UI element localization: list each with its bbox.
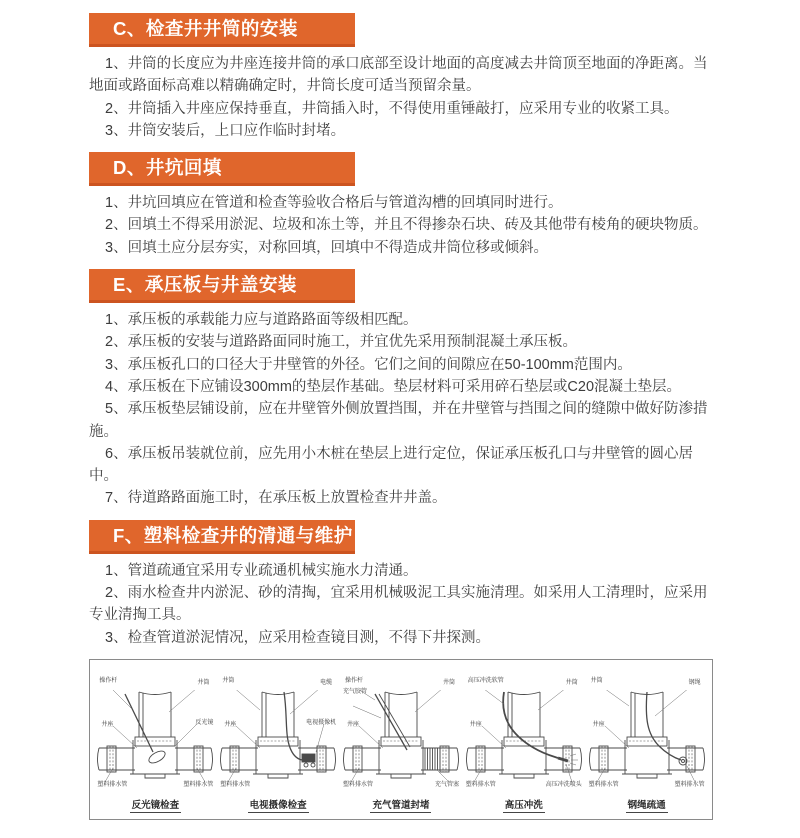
list-item: 1、承压板的承载能力应与道路路面等级相匹配。 (105, 312, 418, 329)
diagram-label: 操作杆 (99, 677, 118, 684)
diagram-caption: 电视摄像检查 (249, 799, 307, 811)
diagram-label: 井座 (224, 721, 237, 728)
list-item: 6、承压板吊装就位前，应先用小木桩在垫层上进行定位，保证承压板孔口与井壁管的圆心居中。 (89, 445, 694, 485)
section-pit-backfill (89, 152, 712, 259)
list-item: 1、管道疏通宜采用专业疏通机械实施水力清通。 (105, 562, 418, 579)
diagram-label: 井筒 (197, 679, 210, 686)
section-title: F、塑料检查井的清通与维护 (113, 524, 353, 546)
list-item: 2、雨水检查井内淤泥、砂的清掏，宜采用机械吸泥工具实施清理。如采用人工清理时，应采用专业清掏工具。 (89, 585, 708, 624)
diagram-mirror-inspection (97, 678, 213, 814)
list-item: 3、承压板孔口的口径大于井壁管的外径。它们之间的间隙应在50-100mm范围内。 (105, 356, 632, 373)
section-title: C、检查井井筒的安装 (113, 18, 298, 39)
well-cross-section-drawing (466, 690, 582, 786)
diagram-label: 塑料排水管 (588, 781, 619, 788)
diagram-label: 塑料排水管 (97, 781, 128, 788)
diagram-inflatable-plugging (343, 678, 459, 814)
diagram-label: 钢绳 (688, 679, 701, 686)
list-item: 2、回填土不得采用淤泥、垃圾和冻土等，并且不得掺杂石块、砖及其他带有棱角的硬块物质。 (105, 217, 708, 234)
diagram-label: 井座 (346, 721, 359, 728)
section-body (89, 309, 712, 510)
diagram-caption: 钢绳疏通 (627, 799, 666, 811)
section-shaft-installation (89, 13, 712, 142)
section-cleaning-maintenance (89, 520, 712, 649)
well-cross-section-drawing (589, 690, 705, 786)
diagram-caption: 充气管道封堵 (372, 799, 430, 811)
list-item: 4、承压板在下应铺设300mm的垫层作基础。垫层材料可采用碎石垫层或C20混凝土垫层。 (105, 378, 682, 395)
figure-box (89, 659, 713, 820)
well-cross-section-drawing (343, 690, 459, 786)
diagram-label: 塑料排水管 (674, 781, 705, 788)
section-bearing-plate-cover (89, 269, 712, 510)
list-item: 3、检查管道淤泥情况，应采用检查镜目测，不得下井探测。 (105, 629, 491, 646)
diagram-high-pressure-flushing (466, 678, 582, 814)
diagram-caption: 高压冲洗 (504, 799, 543, 811)
section-header (89, 269, 355, 303)
diagram-label: 井筒 (565, 679, 578, 686)
section-title: E、承压板与井盖安装 (113, 274, 297, 296)
diagram-label: 塑料排水管 (220, 781, 251, 788)
diagram-label: 塑料排水管 (342, 781, 373, 788)
list-item: 1、井筒的长度应为井座连接井筒的承口底部至设计地面的高度减去井筒顶至地面的净距离。当地面或路面标高难以精确确定时，井筒长度可适当预留余量。 (89, 56, 708, 95)
section-body (89, 560, 712, 649)
list-item: 5、承压板垫层铺设前，应在井壁管外侧放置挡围，并在井壁管与挡围之间的缝隙中做好防渗措施。 (89, 401, 708, 440)
well-cross-section-drawing (97, 690, 213, 786)
section-header (89, 152, 355, 186)
diagram-label: 塑料排水管 (465, 781, 496, 788)
diagram-label: 高压冲洗软管 (467, 677, 504, 684)
diagram-label: 反光镜 (195, 719, 214, 726)
list-item: 3、井筒安装后，上口应作临时封堵。 (105, 122, 346, 139)
diagram-label: 充气管塞 (434, 781, 459, 788)
diagram-label: 操作杆 (344, 677, 363, 684)
well-cross-section-drawing (220, 690, 336, 786)
diagram-label: 井筒 (222, 677, 235, 684)
diagram-label: 井座 (101, 721, 114, 728)
list-item: 1、井坑回填应在管道和检查等验收合格后与管道沟槽的回填同时进行。 (105, 195, 563, 212)
diagram-label: 井筒 (590, 677, 603, 684)
diagram-label: 井座 (592, 721, 605, 728)
section-title: D、井坑回填 (113, 157, 222, 179)
section-body (89, 53, 712, 142)
list-item: 7、待道路路面施工时，在承压板上放置检查井井盖。 (105, 490, 447, 507)
diagram-label: 充气胶管 (342, 688, 367, 695)
diagram-label: 井座 (469, 721, 482, 728)
diagram-tv-camera-inspection (220, 678, 336, 814)
list-item: 2、井筒插入井座应保持垂直，井筒插入时，不得使用重锤敲打，应采用专业的收紧工具。 (105, 100, 679, 117)
section-header (89, 13, 355, 47)
diagram-steel-rope-dredging (589, 678, 705, 814)
section-body (89, 192, 712, 259)
section-header (89, 520, 355, 554)
list-item: 3、回填土应分层夯实，对称回填，回填中不得造成井筒位移或倾斜。 (105, 239, 549, 256)
list-item: 2、承压板的安装与道路路面同时施工，并宜优先采用预制混凝土承压板。 (105, 334, 578, 351)
diagram-label: 电视摄像机 (306, 719, 337, 726)
diagram-label: 井筒 (442, 679, 455, 686)
diagram-label: 塑料排水管 (183, 781, 214, 788)
diagram-caption: 反光镜检查 (131, 799, 180, 811)
diagram-label: 高压冲洗喷头 (545, 781, 582, 788)
diagram-label: 电缆 (320, 679, 333, 686)
